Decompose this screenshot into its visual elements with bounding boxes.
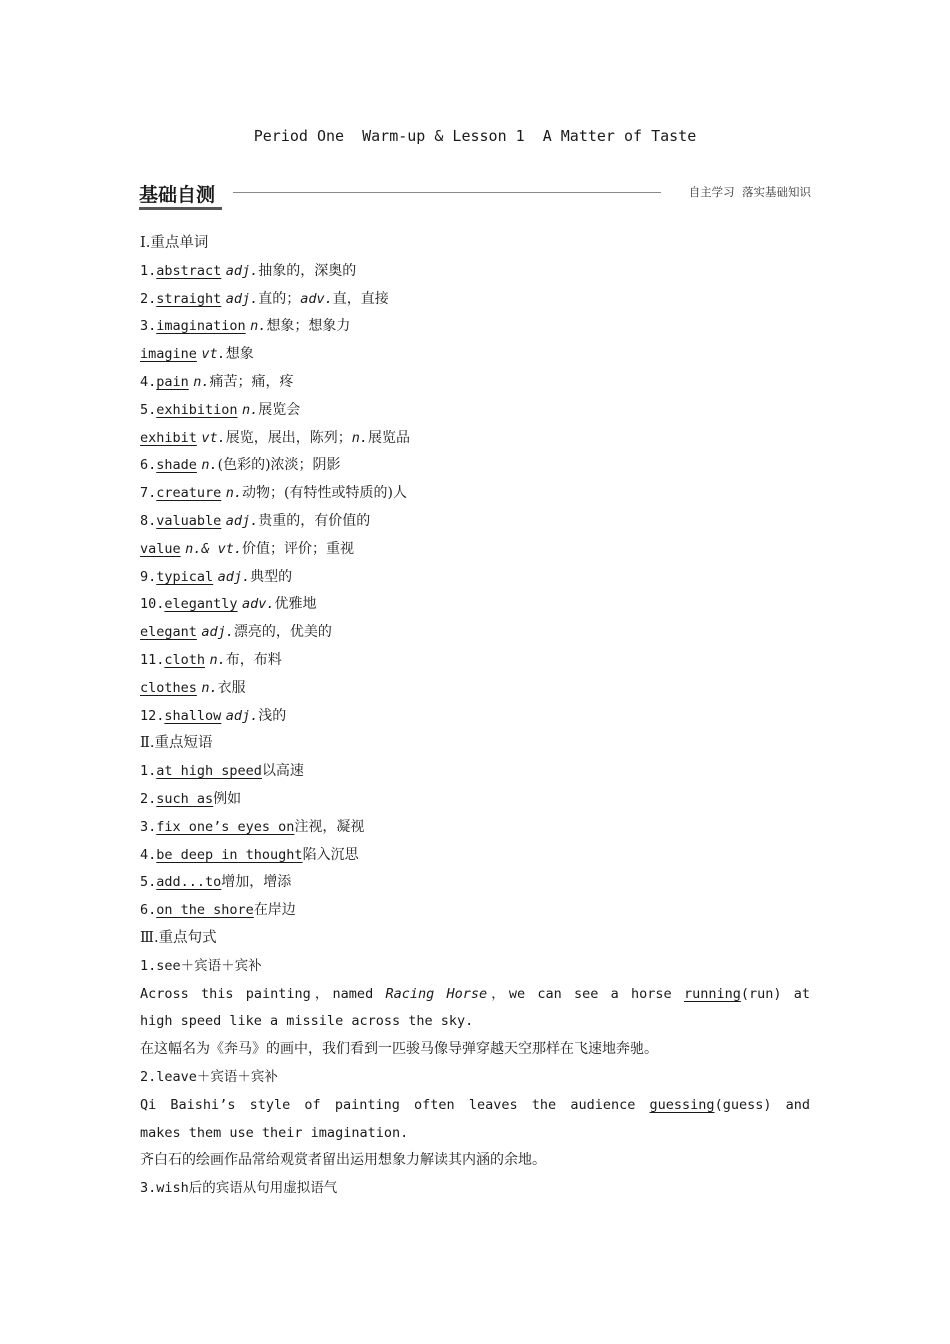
section-heading-words: Ⅰ.重点单词 [140, 235, 209, 251]
sentence-1-translation: 在这幅名为《奔马》的画中，我们看到一匹骏马像导弹穿越天空那样在飞速地奔驰。 [140, 1041, 658, 1058]
word-pos: n. [193, 373, 210, 390]
word-answer: pain [156, 373, 189, 390]
word-entry [140, 703, 810, 731]
word-entry [140, 341, 810, 369]
word-entry [140, 452, 810, 480]
phrase-meaning: 注视，凝视 [294, 818, 365, 835]
word-number: 10. [140, 596, 165, 613]
word-meaning: (色彩的)浓淡；阴影 [217, 457, 341, 474]
section-heading-phrases: Ⅱ.重点短语 [140, 735, 213, 752]
phrase-number: 3. [140, 818, 157, 835]
word-meaning: 漂亮的，优美的 [233, 624, 332, 641]
word-answer: valuable [156, 512, 222, 529]
word-meaning: 展览会 [258, 401, 301, 418]
word-entry [140, 286, 810, 314]
phrase-answer: on the shore [156, 902, 254, 919]
phrase-number: 6. [140, 902, 157, 919]
word-answer: creature [156, 485, 222, 502]
phrase-meaning: 增加，增添 [221, 874, 292, 891]
page-title: Period One Warm-up & Lesson 1 A Matter of Taste [253, 127, 697, 145]
word-meaning-2: 展览品 [368, 429, 411, 446]
sentence-1-line-1 [140, 981, 810, 1009]
sentence-2-text-a: Qi Baishi’s style of painting often leaves the audience [140, 1096, 650, 1113]
phrase-number: 5. [140, 874, 157, 891]
phrase-entry [140, 897, 810, 925]
sentence-1-italic-title: Racing Horse [385, 985, 488, 1002]
word-pos: vt. [201, 429, 226, 446]
sentence-1-text-c: (run) at [740, 985, 810, 1002]
word-number: 3. [140, 318, 157, 335]
word-meaning-2: 直，直接 [332, 290, 389, 307]
word-pos: adj. [225, 290, 259, 307]
section-banner [139, 180, 811, 210]
word-entry [140, 369, 810, 397]
sentence-1-line-2: high speed like a missile across the sky. [140, 1013, 474, 1030]
word-answer: shallow [164, 707, 222, 724]
word-meaning: 直的； [258, 290, 301, 307]
sentence-pattern-1: 1.see＋宾语＋宾补 [140, 957, 262, 974]
word-number: 8. [140, 512, 157, 529]
sentence-2-answer: guessing [649, 1096, 715, 1113]
content-body [140, 230, 810, 1203]
banner-subtitle: 自主学习 落实基础知识 [688, 185, 811, 199]
word-meaning: 价值；评价；重视 [242, 540, 354, 557]
word-entry [140, 258, 810, 286]
word-number: 6. [140, 457, 157, 474]
word-pos: adj. [217, 568, 251, 585]
word-pos: adj. [225, 707, 259, 724]
word-meaning: 抽象的，深奥的 [258, 262, 357, 279]
word-number: 12. [140, 707, 165, 724]
word-pos: adj. [225, 262, 259, 279]
word-pos: adj. [201, 624, 234, 641]
word-answer: elegantly [164, 596, 238, 613]
sentence-pattern-3: 3.wish后的宾语从句用虚拟语气 [140, 1180, 338, 1197]
word-entry [140, 397, 810, 425]
section-heading-sentences: Ⅲ.重点句式 [140, 929, 217, 946]
word-entry [140, 619, 810, 647]
word-pos: adv. [242, 596, 275, 613]
phrase-answer: such as [156, 790, 214, 807]
word-answer: imagine [140, 346, 197, 363]
words-list [140, 258, 810, 731]
phrases-list [140, 758, 810, 925]
word-answer: elegant [140, 624, 197, 641]
word-number: 4. [140, 373, 157, 390]
word-meaning: 衣服 [217, 679, 246, 696]
word-meaning: 贵重的，有价值的 [258, 512, 371, 529]
phrase-answer: fix one’s eyes on [156, 818, 295, 835]
word-pos: n. [209, 651, 226, 668]
word-number: 7. [140, 485, 157, 502]
word-entry [140, 536, 810, 564]
word-entry [140, 647, 810, 675]
phrase-meaning: 以高速 [261, 763, 304, 780]
phrase-number: 1. [140, 763, 157, 780]
banner-heading: 基础自测 [139, 184, 216, 206]
word-pos: n. [201, 679, 218, 696]
word-meaning: 布，布料 [225, 651, 282, 668]
word-answer: typical [156, 568, 214, 585]
word-pos: adj. [225, 512, 259, 529]
word-pos: n. [242, 401, 259, 418]
phrase-entry [140, 842, 810, 870]
phrase-entry [140, 758, 810, 786]
word-answer: exhibit [140, 429, 197, 446]
banner-divider [233, 192, 661, 193]
word-meaning: 动物；(有特性或特质的)人 [242, 485, 407, 502]
word-answer: cloth [164, 651, 206, 668]
phrase-answer: be deep in thought [156, 846, 303, 863]
word-answer: value [140, 540, 181, 557]
word-number: 9. [140, 568, 157, 585]
sentence-1-answer: running [683, 985, 741, 1002]
sentence-2-line-2: makes them use their imagination. [140, 1124, 409, 1141]
word-entry [140, 564, 810, 592]
phrase-meaning: 例如 [213, 790, 242, 807]
word-pos-2: adv. [300, 290, 333, 307]
phrase-entry [140, 869, 810, 897]
word-number: 5. [140, 401, 157, 418]
phrase-answer: at high speed [156, 763, 262, 780]
word-meaning: 痛苦；痛，疼 [209, 373, 294, 390]
word-pos-2: n. [351, 429, 369, 446]
word-meaning: 想象 [225, 346, 254, 363]
word-meaning: 展览，展出，陈列； [225, 429, 352, 446]
sentence-1-text-b: ，we can see a horse [487, 985, 684, 1002]
word-answer: shade [156, 457, 197, 474]
phrase-answer: add...to [156, 874, 222, 891]
word-entry [140, 508, 810, 536]
sentence-2-translation: 齐白石的绘画作品常给观赏者留出运用想象力解读其内涵的余地。 [140, 1152, 546, 1169]
word-entry [140, 313, 810, 341]
word-pos: n. [250, 318, 267, 335]
phrase-number: 4. [140, 846, 157, 863]
word-pos: vt. [201, 346, 226, 363]
word-meaning: 优雅地 [274, 596, 317, 613]
phrase-entry [140, 814, 810, 842]
word-answer: straight [156, 290, 222, 307]
word-entry [140, 675, 810, 703]
word-pos: n.& vt. [185, 540, 242, 557]
banner-underline [139, 207, 222, 210]
word-answer: exhibition [156, 401, 238, 418]
word-entry [140, 591, 810, 619]
phrase-meaning: 在岸边 [253, 902, 296, 919]
sentence-2-text-b: (guess) and [714, 1096, 811, 1113]
word-answer: clothes [140, 679, 197, 696]
word-pos: n. [225, 485, 243, 502]
word-answer: imagination [156, 318, 246, 335]
word-entry [140, 425, 810, 453]
word-answer: abstract [156, 262, 222, 279]
sentence-1-text-a: Across this painting，named [140, 985, 386, 1002]
word-number: 11. [140, 651, 165, 668]
word-number: 2. [140, 290, 157, 307]
word-meaning: 典型的 [250, 568, 293, 585]
word-entry [140, 480, 810, 508]
phrase-number: 2. [140, 790, 157, 807]
word-meaning: 浅的 [258, 707, 287, 724]
sentence-pattern-2: 2.leave＋宾语＋宾补 [140, 1068, 278, 1085]
word-meaning: 想象；想象力 [266, 318, 351, 335]
sentence-2-line-1 [140, 1092, 810, 1120]
phrase-entry [140, 786, 810, 814]
word-pos: n. [201, 457, 218, 474]
phrase-meaning: 陷入沉思 [302, 846, 359, 863]
word-number: 1. [140, 262, 157, 279]
